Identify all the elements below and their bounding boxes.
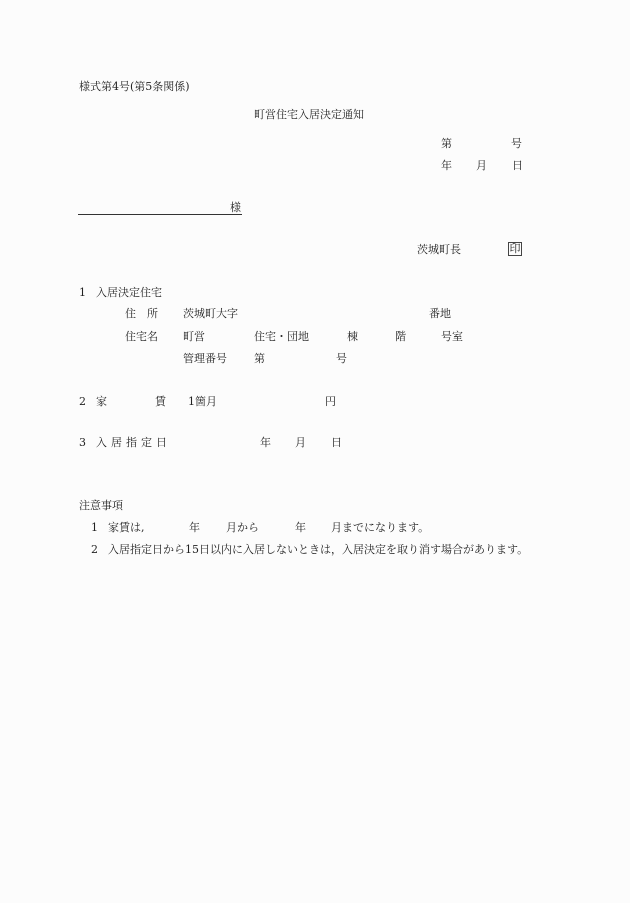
rent-label-a: 家 <box>96 395 107 408</box>
rent-period: 1箇月 <box>188 395 217 408</box>
move-in-year: 年 <box>260 436 271 449</box>
issuer-name: 茨城町長 <box>417 243 461 256</box>
note1-number: 1 <box>91 521 98 534</box>
note2-number: 2 <box>91 543 98 556</box>
mgmt-label: 管理番号 <box>183 352 227 365</box>
address-label: 住 所 <box>125 307 158 320</box>
note1-text-a: 家賃は, <box>108 521 145 534</box>
note1-month1: 月から <box>226 521 259 534</box>
address-prefix: 茨城町大字 <box>183 307 238 320</box>
note1-month2: 月までになります。 <box>331 521 430 534</box>
seal-box: 印 <box>509 242 521 255</box>
mgmt-prefix: 第 <box>254 352 265 365</box>
move-in-day: 日 <box>331 436 342 449</box>
number-prefix: 第 <box>441 137 452 150</box>
rent-unit: 円 <box>325 395 336 408</box>
form-id: 様式第4号(第5条関係) <box>79 80 190 93</box>
notes-heading: 注意事項 <box>79 499 123 512</box>
note2-text: 入居指定日から15日以内に入居しないときは，入居決定を取り消す場合があります。 <box>108 543 529 556</box>
section3-number: 3 <box>79 436 86 449</box>
move-in-month: 月 <box>295 436 306 449</box>
addressee-underline <box>78 214 242 215</box>
date-month: 月 <box>476 159 487 172</box>
document-title: 町営住宅入居決定通知 <box>254 108 364 121</box>
addressee-honorific: 様 <box>230 201 241 214</box>
housing-type: 住宅・団地 <box>254 330 309 343</box>
housing-floor: 階 <box>395 330 406 343</box>
move-in-date-label: 入居指定日 <box>96 436 171 449</box>
section2-number: 2 <box>79 395 86 408</box>
housing-room: 号室 <box>441 330 463 343</box>
note1-year2: 年 <box>295 521 306 534</box>
housing-label: 住宅名 <box>125 330 158 343</box>
date-day: 日 <box>512 159 523 172</box>
address-suffix: 番地 <box>429 307 451 320</box>
housing-building: 棟 <box>347 330 358 343</box>
date-year: 年 <box>441 159 452 172</box>
number-suffix: 号 <box>511 137 522 150</box>
housing-prefix: 町営 <box>183 330 205 343</box>
section1-heading: 入居決定住宅 <box>96 286 162 299</box>
note1-year1: 年 <box>189 521 200 534</box>
section1-number: 1 <box>79 286 86 299</box>
rent-label-b: 賃 <box>155 395 166 408</box>
mgmt-suffix: 号 <box>336 352 347 365</box>
